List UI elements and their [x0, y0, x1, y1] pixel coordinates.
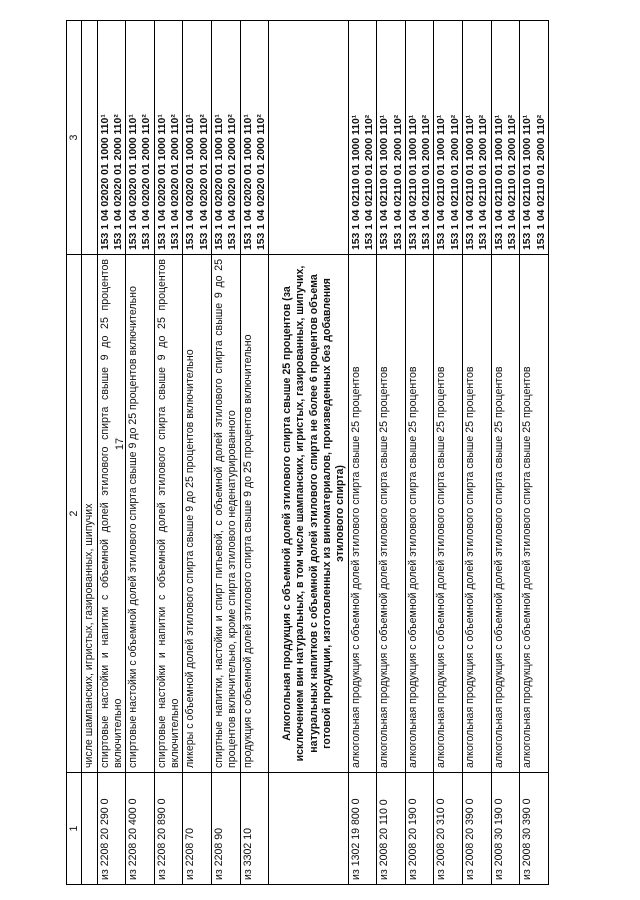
tnved-code: из 2208 20 290 0 — [97, 773, 126, 885]
budget-code: 153 1 04 02020 01 1000 110¹ — [185, 114, 197, 250]
budget-code: 153 1 04 02110 01 2000 110² — [506, 114, 518, 250]
column-number-row — [67, 21, 82, 885]
rotated-page — [66, 21, 598, 885]
table-row — [97, 21, 126, 885]
table-row — [240, 21, 269, 885]
budget-code: 153 1 04 02110 01 2000 110² — [363, 114, 375, 250]
budget-code-cell — [405, 21, 434, 255]
budget-code: 153 1 04 02020 01 2000 110² — [227, 114, 239, 250]
budget-code: 153 1 04 02020 01 1000 110¹ — [99, 114, 111, 250]
budget-code-cell — [491, 21, 520, 255]
product-name: спиртовые настойки и напитки с объемной долей этилового спирта свыше 9 до 25 процентов включительно — [97, 255, 126, 773]
budget-code: 153 1 04 02110 01 1000 110¹ — [522, 114, 534, 250]
product-name: алкогольная продукция с объемной долей этилового спирта свыше 25 процентов — [377, 255, 406, 773]
budget-code: 153 1 04 02110 01 1000 110¹ — [436, 114, 448, 250]
section-heading-row — [269, 21, 348, 885]
budget-code: 153 1 04 02110 01 2000 110² — [421, 114, 433, 250]
budget-code: 153 1 04 02020 01 1000 110¹ — [156, 114, 168, 250]
table-row — [126, 21, 155, 885]
column-number-3: 3 — [67, 21, 82, 255]
budget-code-cell — [377, 21, 406, 255]
tnved-code: из 2208 90 — [211, 773, 240, 885]
product-name: продукция с объемной долей этилового спирта свыше 9 до 25 процентов включительно — [240, 255, 269, 773]
budget-code-cell — [82, 21, 97, 255]
budget-code: 153 1 04 02020 01 2000 110² — [141, 114, 153, 250]
budget-code-cell — [154, 21, 183, 255]
budget-code-cell — [183, 21, 212, 255]
budget-code-cell — [348, 21, 377, 255]
product-name: спиртовые настойки и напитки с объемной долей этилового спирта свыше 9 до 25 процентов включительно — [154, 255, 183, 773]
budget-code: 153 1 04 02110 01 1000 110¹ — [465, 114, 477, 250]
table-row — [348, 21, 377, 885]
budget-code: 153 1 04 02110 01 1000 110¹ — [493, 114, 505, 250]
budget-code: 153 1 04 02110 01 2000 110² — [392, 114, 404, 250]
budget-code: 153 1 04 02110 01 2000 110² — [478, 114, 490, 250]
tnved-code: из 2008 20 190 0 — [405, 773, 434, 885]
budget-code-cell — [520, 21, 549, 255]
product-name: спиртовые настойки с объемной долей этилового спирта свыше 9 до 25 процентов включительно — [126, 255, 155, 773]
product-name: спиртные напитки, настойки и спирт питьевой, с объемной долей этилового спирта свыше 9 до 25 процентов включительно, кроме спирта этилового неденатурированного — [211, 255, 240, 773]
product-name: алкогольная продукция с объемной долей этилового спирта свыше 25 процентов — [491, 255, 520, 773]
table-row — [405, 21, 434, 885]
budget-code: 153 1 04 02020 01 2000 110² — [112, 114, 124, 250]
tnved-code: из 2008 30 390 0 — [520, 773, 549, 885]
table-row — [82, 21, 97, 885]
table-row — [211, 21, 240, 885]
budget-code: 153 1 04 02110 01 1000 110¹ — [350, 114, 362, 250]
tnved-code: из 3302 10 — [240, 773, 269, 885]
budget-code: 153 1 04 02110 01 1000 110¹ — [407, 114, 419, 250]
tnved-code: из 2008 20 310 0 — [434, 773, 463, 885]
budget-code: 153 1 04 02110 01 1000 110¹ — [379, 114, 391, 250]
table-row — [491, 21, 520, 885]
product-name: ликеры с объемной долей этилового спирта свыше 9 до 25 процентов включительно — [183, 255, 212, 773]
budget-code: 153 1 04 02020 01 2000 110² — [170, 114, 182, 250]
table-body-upper — [82, 21, 269, 885]
budget-code-cell — [126, 21, 155, 255]
table-row — [463, 21, 492, 885]
budget-code: 153 1 04 02020 01 1000 110¹ — [213, 114, 225, 250]
table-row — [434, 21, 463, 885]
budget-code-cell — [211, 21, 240, 255]
tnved-code: из 2008 20 110 0 — [377, 773, 406, 885]
tnved-code: из 1302 19 800 0 — [348, 773, 377, 885]
budget-code-cell — [463, 21, 492, 255]
tnved-code: из 2208 20 400 0 — [126, 773, 155, 885]
table-row — [154, 21, 183, 885]
budget-code-cell — [434, 21, 463, 255]
table-row — [377, 21, 406, 885]
budget-code-cell — [97, 21, 126, 255]
table-body-lower — [348, 21, 548, 885]
column-number-1: 1 — [67, 773, 82, 885]
page-number: 17 — [114, 437, 126, 451]
budget-code: 153 1 04 02020 01 1000 110¹ — [128, 114, 140, 250]
budget-code: 153 1 04 02110 01 2000 110² — [535, 114, 547, 250]
budget-code: 153 1 04 02020 01 2000 110² — [198, 114, 210, 250]
tnved-code: из 2008 30 190 0 — [491, 773, 520, 885]
table-body-section — [269, 21, 348, 885]
column-number-2: 2 — [67, 255, 82, 773]
tax-code-table — [66, 20, 549, 885]
table-row — [520, 21, 549, 885]
product-name: числе шампанских, игристых, газированных, шипучих — [82, 255, 97, 773]
budget-code: 153 1 04 02110 01 2000 110² — [449, 114, 461, 250]
budget-code-cell — [240, 21, 269, 255]
tnved-code: из 2008 20 390 0 — [463, 773, 492, 885]
product-name: алкогольная продукция с объемной долей этилового спирта свыше 25 процентов — [520, 255, 549, 773]
budget-code: 153 1 04 02020 01 1000 110¹ — [242, 114, 254, 250]
section-heading: Алкогольная продукция с объемной долей этилового спирта свыше 25 процентов (за исключением вин натуральных, в том числе шампанских, игристых, газированных, шипучих, натуральных напитков с объемной долей этилового спирта не более 6 процентов объема готовой продукции, изготовленных из виноматериалов, произведенных без добавления этилового спирта) — [269, 255, 348, 773]
product-name: алкогольная продукция с объемной долей этилового спирта свыше 25 процентов — [434, 255, 463, 773]
tnved-code — [82, 773, 97, 885]
tnved-code: из 2208 70 — [183, 773, 212, 885]
tnved-code: из 2208 20 890 0 — [154, 773, 183, 885]
table-row — [183, 21, 212, 885]
product-name: алкогольная продукция с объемной долей этилового спирта свыше 25 процентов — [463, 255, 492, 773]
product-name: алкогольная продукция с объемной долей этилового спирта свыше 25 процентов — [348, 255, 377, 773]
product-name: алкогольная продукция с объемной долей этилового спирта свыше 25 процентов — [405, 255, 434, 773]
budget-code: 153 1 04 02020 01 2000 110² — [255, 114, 267, 250]
